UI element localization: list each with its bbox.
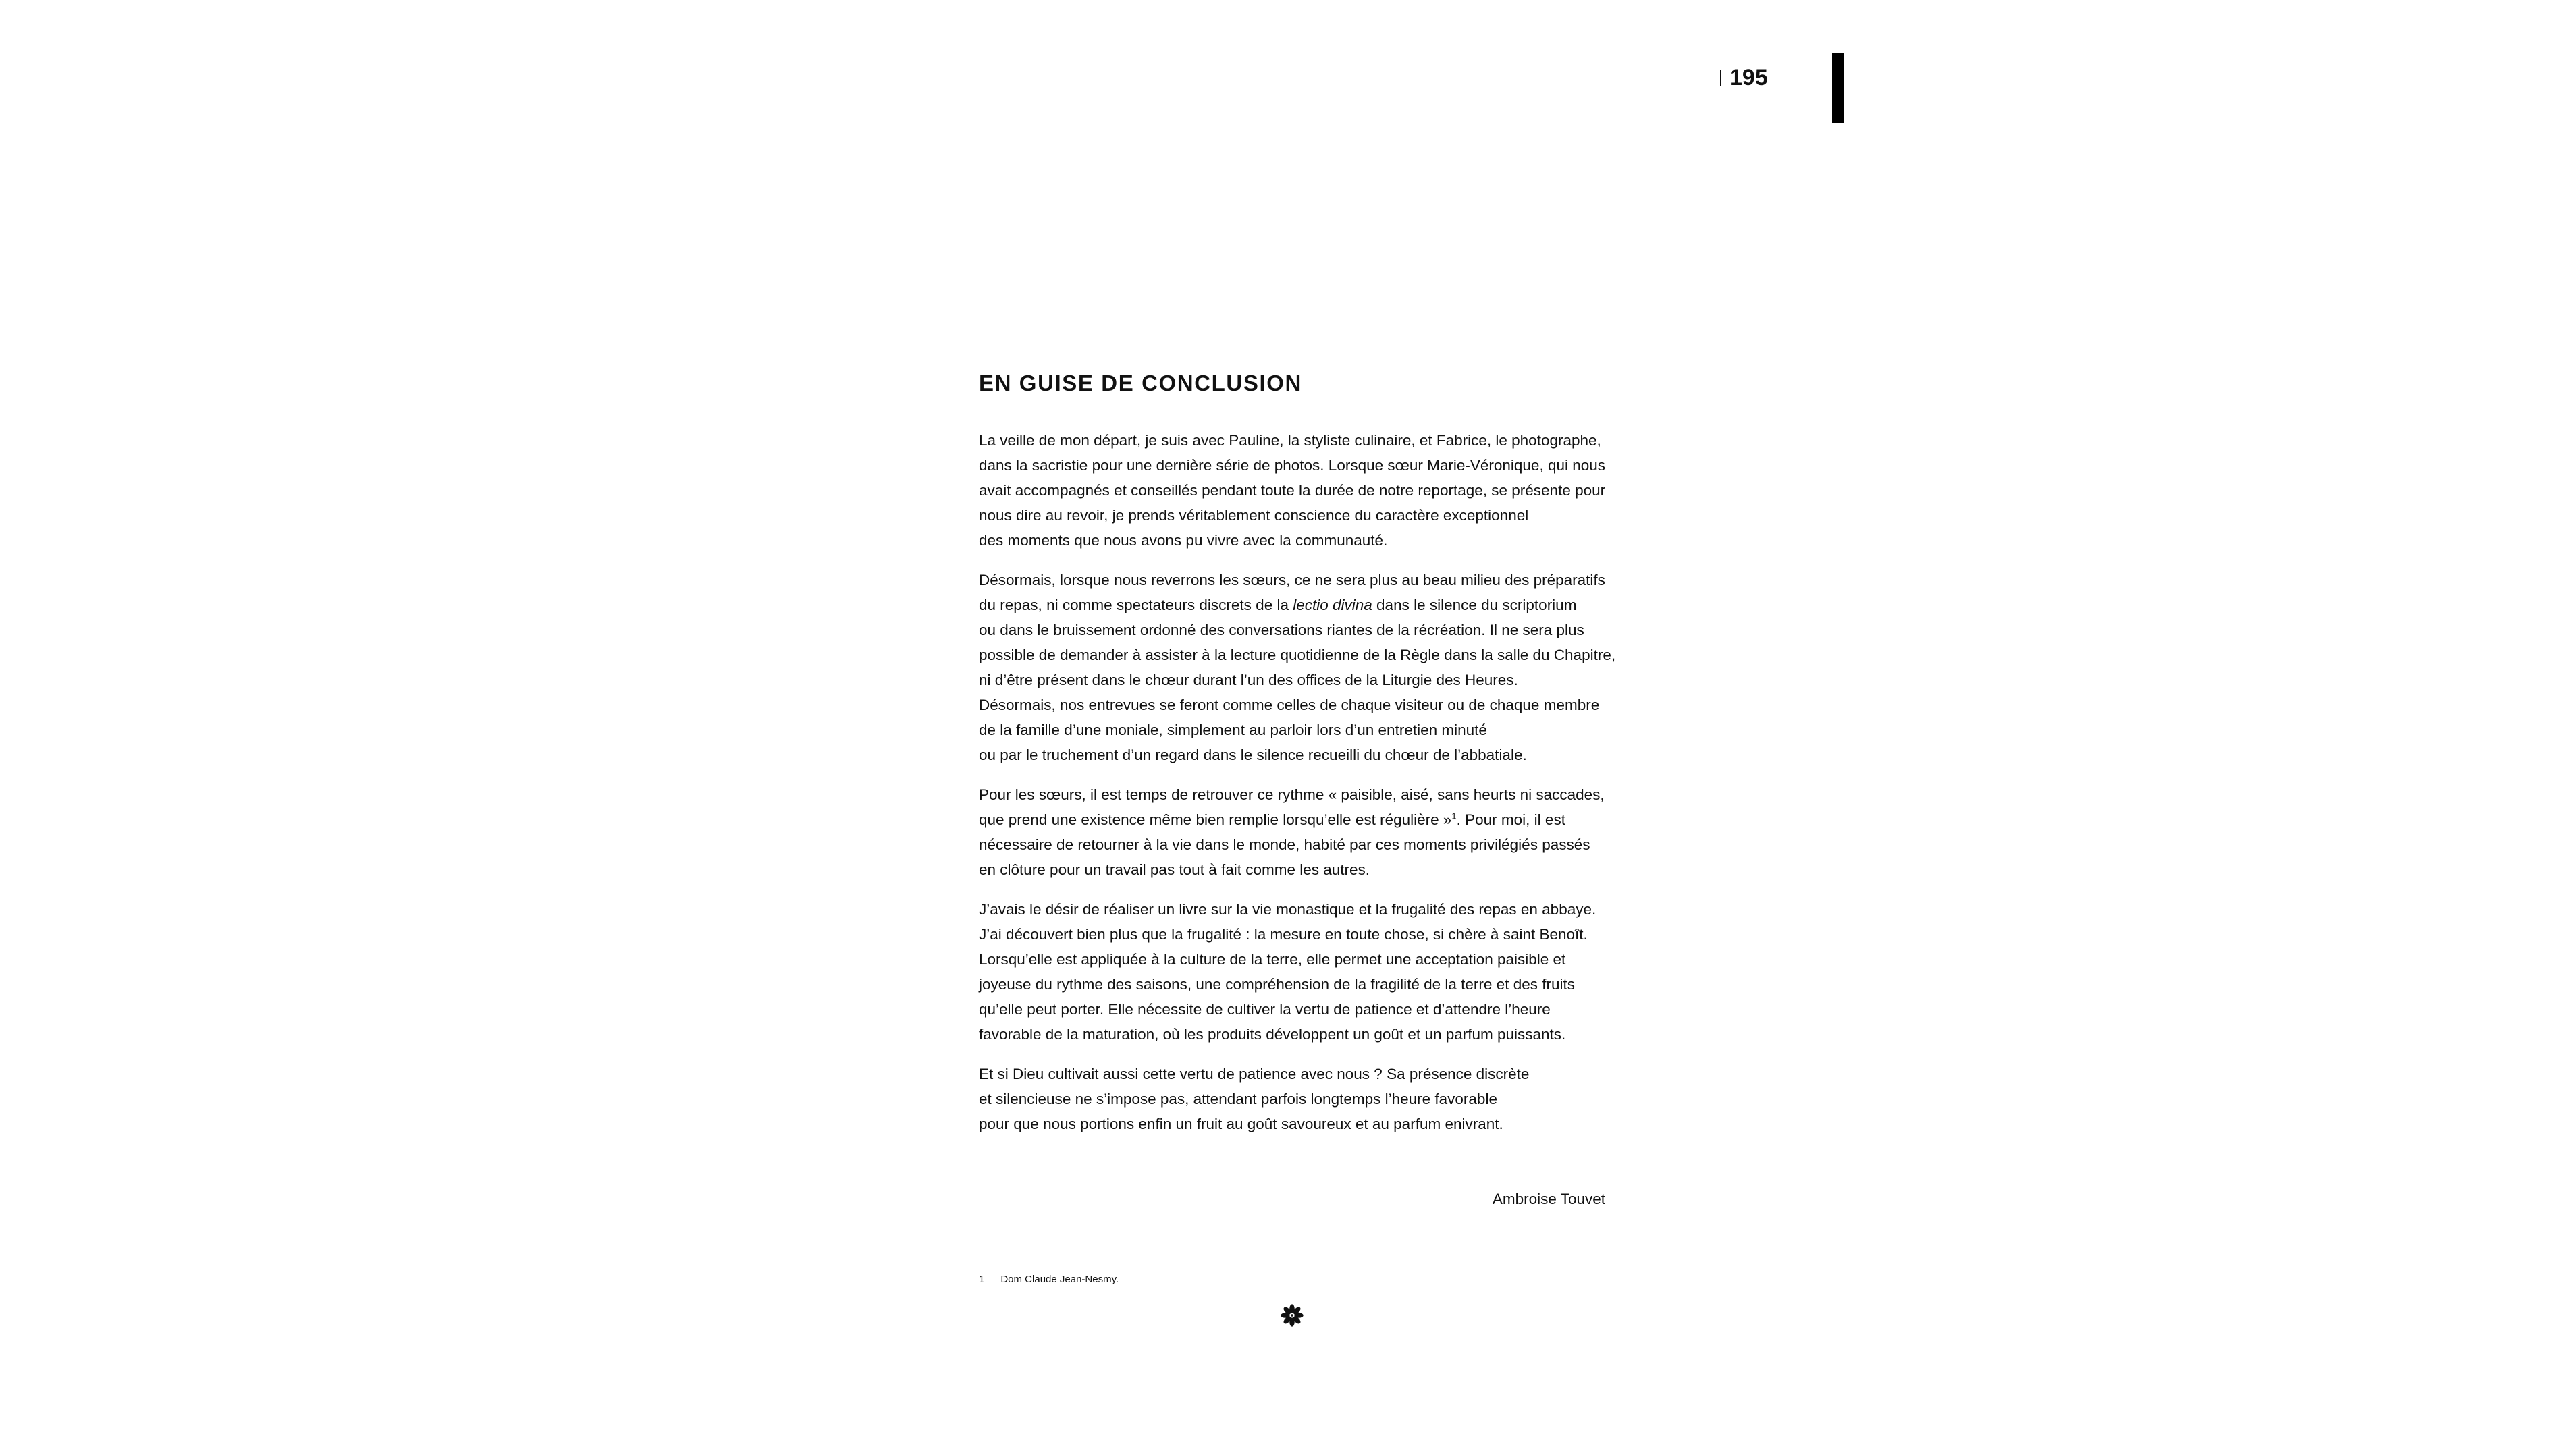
text-line: possible de demander à assister à la lecture quotidienne de la Règle dans la salle du Chapitre, bbox=[979, 647, 1616, 663]
footnote-text: Dom Claude Jean-Nesmy. bbox=[1000, 1274, 1119, 1285]
text-line: J’avais le désir de réaliser un livre sur la vie monastique et la frugalité des repas en abbaye. bbox=[979, 901, 1596, 918]
paragraph-2 bbox=[979, 568, 1616, 767]
paragraph-1 bbox=[979, 428, 1613, 553]
footnote-reference[interactable]: 1 bbox=[1451, 811, 1457, 821]
text-line: et silencieuse ne s’impose pas, attendant parfois longtemps l’heure favorable bbox=[979, 1091, 1497, 1108]
text-line-mixed bbox=[979, 807, 1613, 832]
text-line: ou par le truchement d’un regard dans le silence recueilli du chœur de l’abbatiale. bbox=[979, 746, 1527, 763]
text-segment: dans le silence du scriptorium bbox=[1372, 597, 1577, 613]
text-line: Pour les sœurs, il est temps de retrouver ce rythme « paisible, aisé, sans heurts ni saccades, bbox=[979, 786, 1605, 803]
text-line: des moments que nous avons pu vivre avec la communauté. bbox=[979, 532, 1388, 549]
page-edge-bar bbox=[1832, 53, 1844, 123]
text-line: de la famille d’une moniale, simplement au parloir lors d’un entretien minuté bbox=[979, 721, 1487, 738]
text-line: ou dans le bruissement ordonné des conversations riantes de la récréation. Il ne sera plus bbox=[979, 622, 1584, 638]
text-line: dans la sacristie pour une dernière série de photos. Lorsque sœur Marie-Véronique, qui nous bbox=[979, 457, 1606, 474]
article-title: EN GUISE DE CONCLUSION bbox=[979, 371, 1302, 395]
text-line: La veille de mon départ, je suis avec Pauline, la styliste culinaire, et Fabrice, le photographe, bbox=[979, 432, 1601, 449]
flower-ornament-icon bbox=[1280, 1303, 1304, 1328]
footnote-number: 1 bbox=[979, 1274, 985, 1285]
text-line: pour que nous portions enfin un fruit au goût savoureux et au parfum enivrant. bbox=[979, 1116, 1503, 1132]
text-line: Désormais, lorsque nous reverrons les sœurs, ce ne sera plus au beau milieu des préparatifs bbox=[979, 572, 1605, 589]
text-line: avait accompagnés et conseillés pendant toute la durée de notre reportage, se présente pour bbox=[979, 482, 1606, 499]
text-line: ni d’être présent dans le chœur durant l’un des offices de la Liturgie des Heures. bbox=[979, 672, 1518, 688]
text-segment: . Pour moi, il est bbox=[1456, 811, 1565, 828]
footnote bbox=[979, 1272, 1119, 1288]
page-number-value: 195 bbox=[1729, 65, 1768, 90]
text-line: nous dire au revoir, je prends véritablement conscience du caractère exceptionnel bbox=[979, 507, 1529, 524]
text-line: favorable de la maturation, où les produits développent un goût et un parfum puissants. bbox=[979, 1026, 1566, 1043]
paragraph-4 bbox=[979, 897, 1613, 1047]
paragraph-5 bbox=[979, 1062, 1613, 1137]
text-segment: du repas, ni comme spectateurs discrets de la bbox=[979, 597, 1293, 613]
text-line: qu’elle peut porter. Elle nécessite de cultiver la vertu de patience et d’attendre l’heure bbox=[979, 1001, 1551, 1018]
text-line-mixed bbox=[979, 593, 1613, 618]
text-line: J’ai découvert bien plus que la frugalité : la mesure en toute chose, si chère à saint Benoît. bbox=[979, 926, 1588, 943]
text-line: Et si Dieu cultivait aussi cette vertu de patience avec nous ? Sa présence discrète bbox=[979, 1066, 1530, 1083]
text-line: Désormais, nos entrevues se feront comme celles de chaque visiteur ou de chaque membre bbox=[979, 696, 1600, 713]
text-line: Lorsqu’elle est appliquée à la culture de la terre, elle permet une acceptation paisible et bbox=[979, 951, 1566, 968]
page-number bbox=[1720, 66, 1768, 89]
text-line: nécessaire de retourner à la vie dans le monde, habité par ces moments privilégiés passés bbox=[979, 836, 1590, 853]
author-signature: Ambroise Touvet bbox=[1492, 1191, 1605, 1207]
article bbox=[979, 368, 1616, 1151]
paragraph-3 bbox=[979, 782, 1613, 882]
text-line: en clôture pour un travail pas tout à fait comme les autres. bbox=[979, 861, 1370, 878]
page-number-rule bbox=[1720, 70, 1721, 86]
text-segment: que prend une existence même bien remplie lorsqu’elle est régulière » bbox=[979, 811, 1452, 828]
italic-phrase: lectio divina bbox=[1293, 597, 1372, 613]
text-line: joyeuse du rythme des saisons, une compréhension de la fragilité de la terre et des fruits bbox=[979, 976, 1575, 993]
